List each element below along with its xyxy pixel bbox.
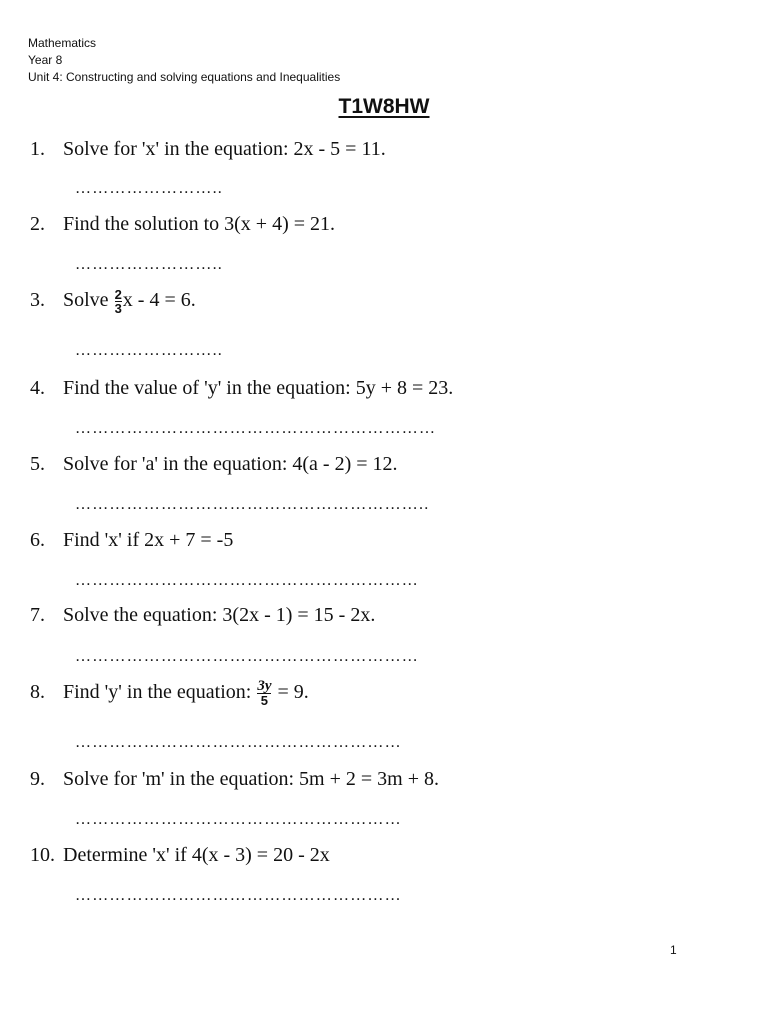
question-8 [30,680,309,707]
fraction-denominator: 3 [114,301,122,316]
question-number: 9. [30,768,45,790]
question-text: Solve the equation: 3(2x - 1) = 15 - 2x. [63,604,376,626]
question-6 [30,529,233,552]
question-number: 2. [30,213,45,235]
question-text: Find the value of 'y' in the equation: 5y + 8 = 23. [63,377,454,399]
question-text: Solve for 'm' in the equation: 5m + 2 = 3m + 8. [63,768,440,790]
question-text: x - 4 = 6. [122,289,196,312]
fraction [115,288,122,315]
year-label: Year 8 [28,53,63,67]
fraction-numerator: 3y [257,678,272,694]
fraction-denominator: 5 [260,693,269,708]
question-text: Determine 'x' if 4(x - 3) = 20 - 2x [63,844,330,866]
question-4 [30,377,453,400]
question-text: Solve [63,289,114,312]
answer-line-2[interactable]: …………………….. [75,256,223,273]
question-5 [30,453,398,476]
subject-label: Mathematics [28,36,97,50]
question-text: Solve for 'a' in the equation: 4(a - 2) = 12. [63,453,398,475]
answer-line-4[interactable]: ……………………………………………………… [75,420,437,437]
question-number: 8. [30,681,45,704]
worksheet-title-text: T1W8HW [338,95,430,118]
unit-label: Unit 4: Constructing and solving equations and Inequalities [28,70,341,84]
question-number: 7. [30,604,45,626]
answer-line-3[interactable]: …………………….. [75,342,223,359]
question-1 [30,138,386,161]
answer-line-5[interactable]: …………………………………………………….. [75,496,430,513]
answer-line-7[interactable]: …………………………………………………… [75,648,419,665]
worksheet-title [0,95,768,119]
fraction-numerator: 2 [114,287,122,302]
question-number: 5. [30,453,45,475]
question-text: = 9. [272,681,309,704]
question-7 [30,604,375,627]
answer-line-6[interactable]: …………………………………………………… [75,572,419,589]
answer-line-8[interactable]: ………………………………………………… [75,734,402,751]
fraction [257,680,271,707]
question-9 [30,768,439,791]
question-2 [30,213,335,236]
question-10 [30,844,330,867]
answer-line-10[interactable]: ………………………………………………… [75,887,402,904]
answer-line-9[interactable]: ………………………………………………… [75,811,402,828]
question-3 [30,288,196,315]
question-text: Find 'x' if 2x + 7 = -5 [63,529,234,551]
question-number: 6. [30,529,45,551]
question-text: Solve for 'x' in the equation: 2x - 5 = 11. [63,138,386,160]
question-number: 4. [30,377,45,399]
page-number: 1 [670,943,677,957]
question-number: 3. [30,289,45,312]
answer-line-1[interactable]: …………………….. [75,180,223,197]
question-text: Find the solution to 3(x + 4) = 21. [63,213,336,235]
document-header [28,35,340,86]
question-text: Find 'y' in the equation: [63,681,257,704]
question-number: 1. [30,138,45,160]
question-number: 10. [30,844,55,866]
